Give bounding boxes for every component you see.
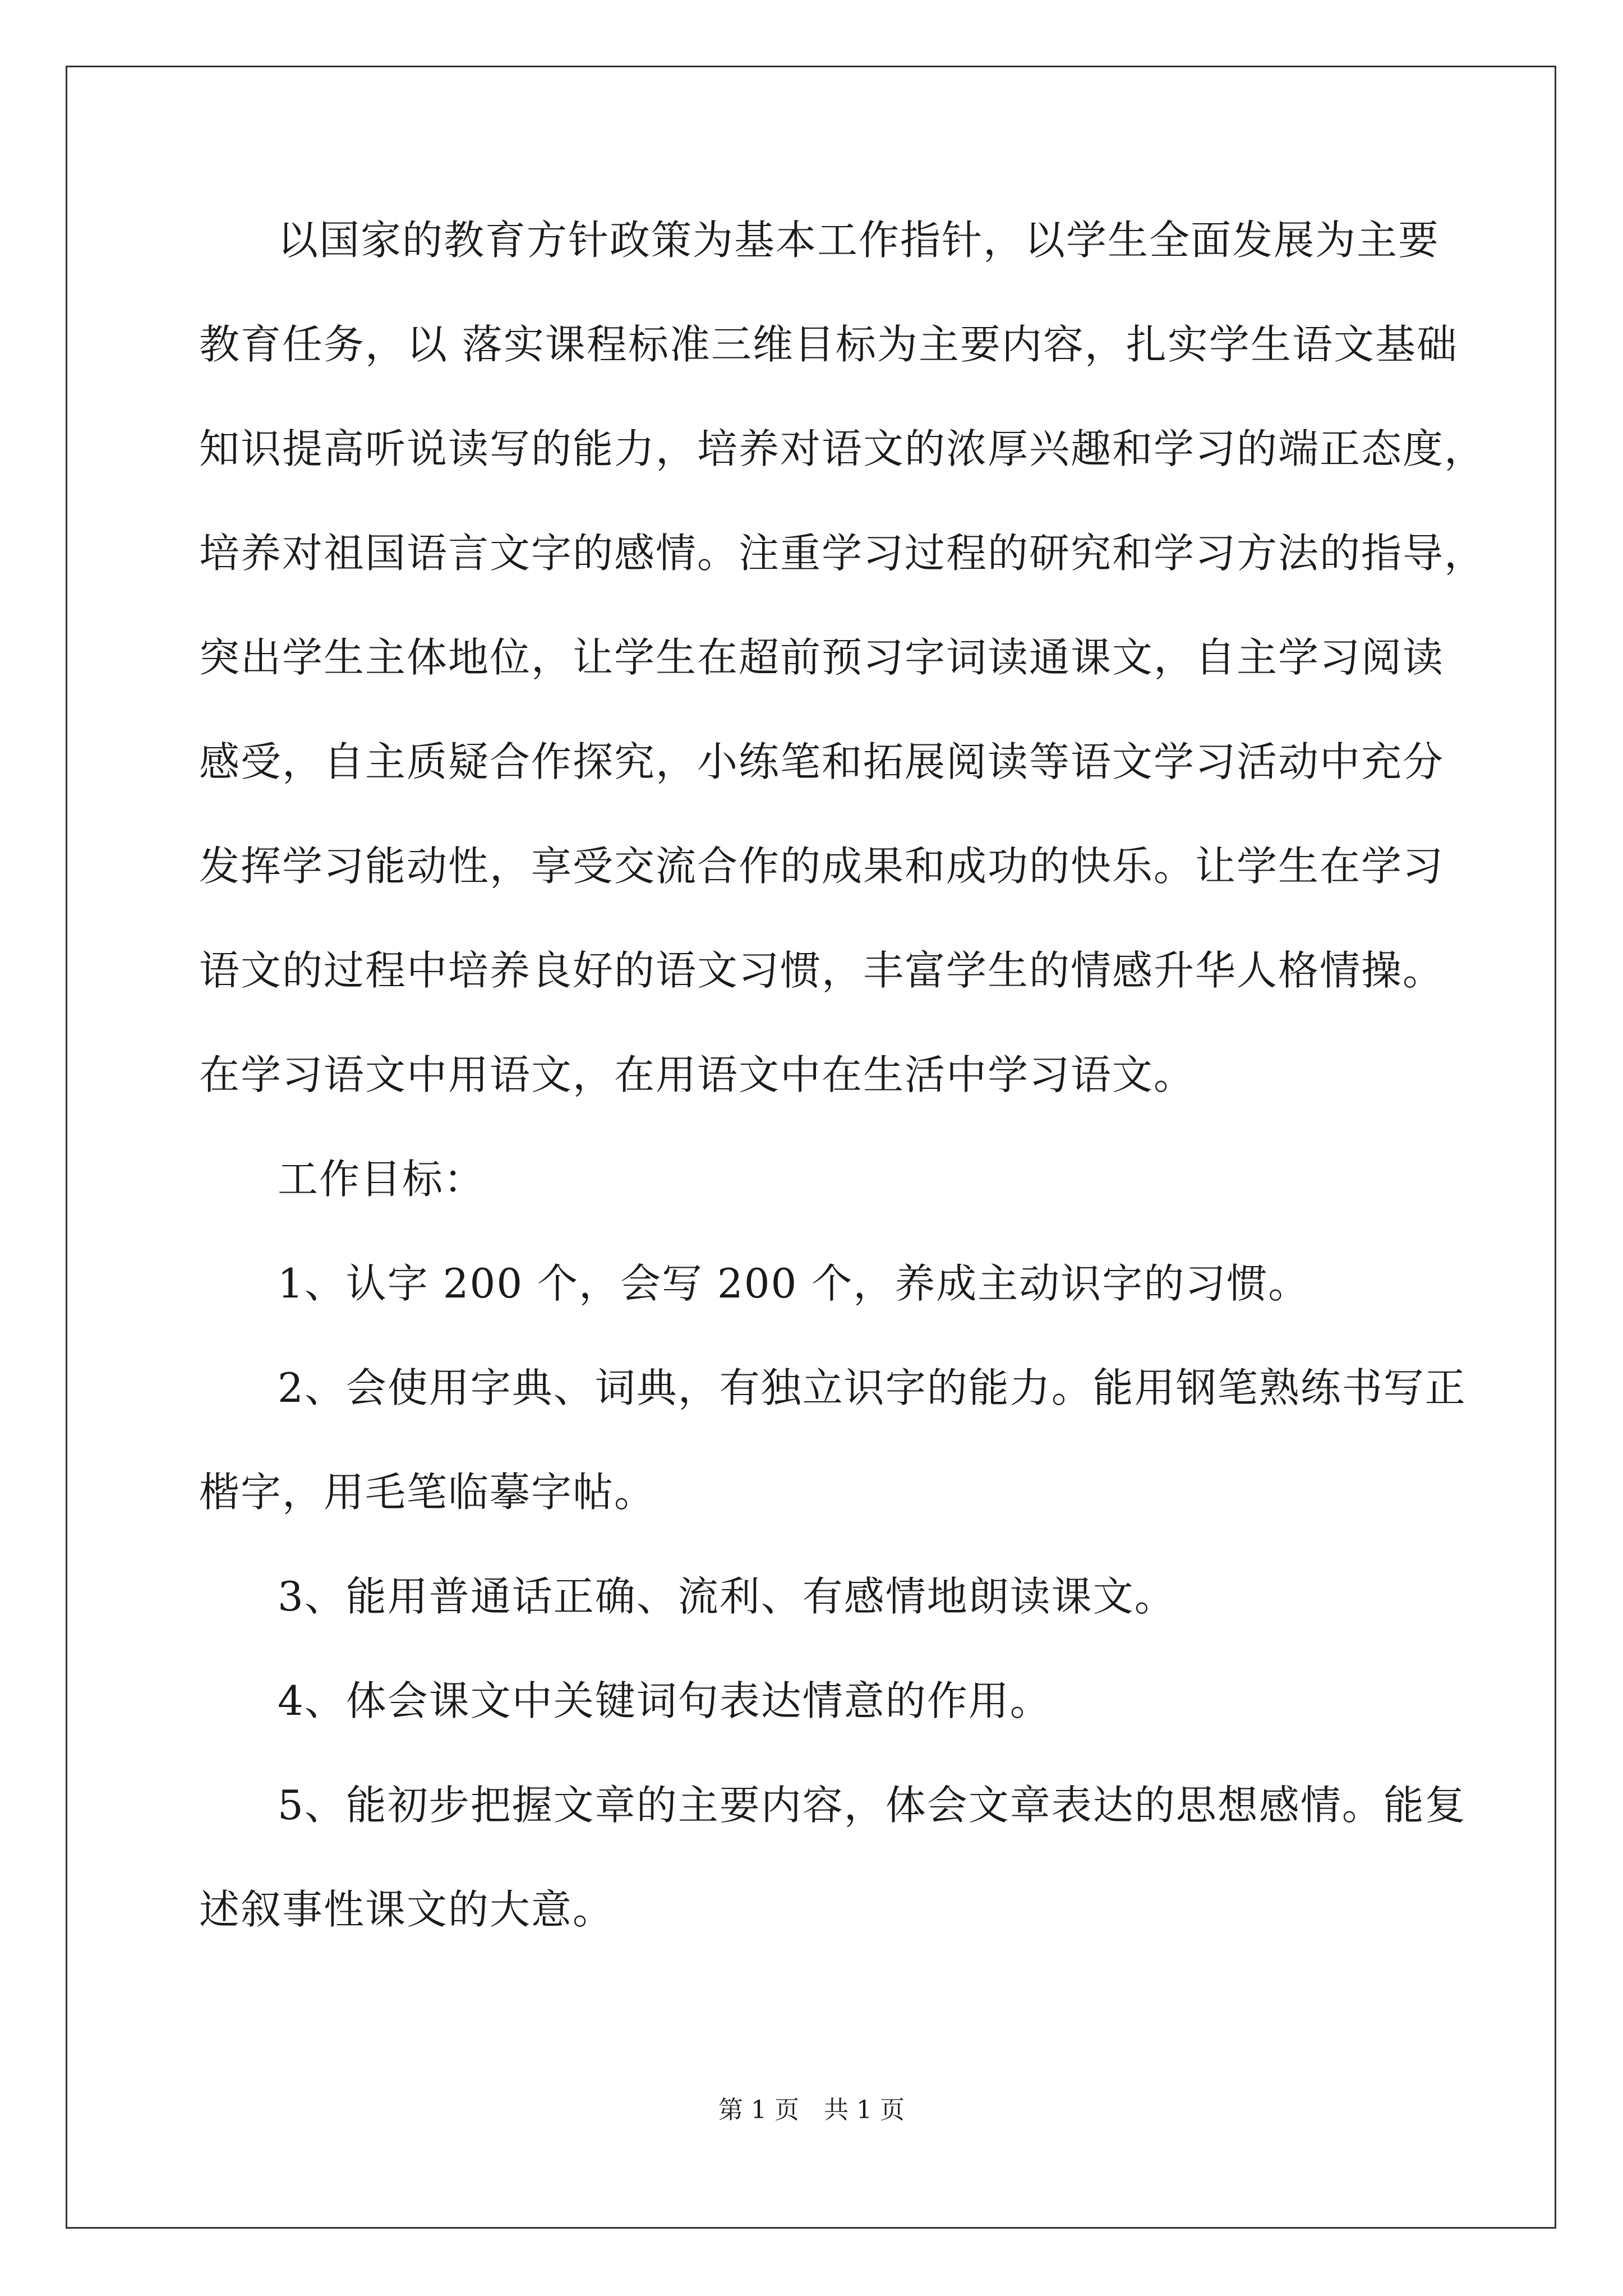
paragraph-line: 以国家的教育方针政策为基本工作指针，以学生全面发展为主要	[278, 217, 1440, 264]
paragraph-line: 发挥学习能动性，享受交流合作的成果和成功的快乐。让学生在学习	[199, 843, 1445, 890]
page-footer: 第 1 页 共 1 页	[718, 2096, 905, 2124]
paragraph-line: 教育任务，以 落实课程标准三维目标为主要内容，扎实学生语文基础	[199, 321, 1458, 368]
paragraph-line: 感受，自主质疑合作探究，小练笔和拓展阅读等语文学习活动中充分	[199, 738, 1445, 785]
section-heading: 工作目标：	[278, 1156, 486, 1203]
paragraph-line: 突出学生主体地位，让学生在超前预习字词读通课文，自主学习阅读	[199, 634, 1445, 681]
goal-item: 4、体会课文中关键词句表达情意的作用。	[278, 1677, 1052, 1724]
goal-item-continuation: 述叙事性课文的大意。	[199, 1886, 615, 1933]
goal-item-continuation: 楷字，用毛笔临摹字帖。	[199, 1469, 656, 1516]
goal-item: 5、能初步把握文章的主要内容，体会文章表达的思想感情。能复	[278, 1782, 1467, 1829]
goal-item: 1、认字 200 个，会写 200 个，养成主动识字的习惯。	[278, 1260, 1310, 1307]
paragraph-line: 培养对祖国语言文字的感情。注重学习过程的研究和学习方法的指导，	[199, 530, 1486, 577]
paragraph-line: 语文的过程中培养良好的语文习惯，丰富学生的情感升华人格情操。	[199, 947, 1445, 994]
paragraph-line: 知识提高听说读写的能力，培养对语文的浓厚兴趣和学习的端正态度，	[199, 425, 1486, 472]
paragraph-line: 在学习语文中用语文，在用语文中在生活中学习语文。	[199, 1051, 1196, 1098]
goal-item: 3、能用普通话正确、流利、有感情地朗读课文。	[278, 1573, 1176, 1620]
goal-item: 2、会使用字典、词典，有独立识字的能力。能用钢笔熟练书写正	[278, 1364, 1467, 1411]
